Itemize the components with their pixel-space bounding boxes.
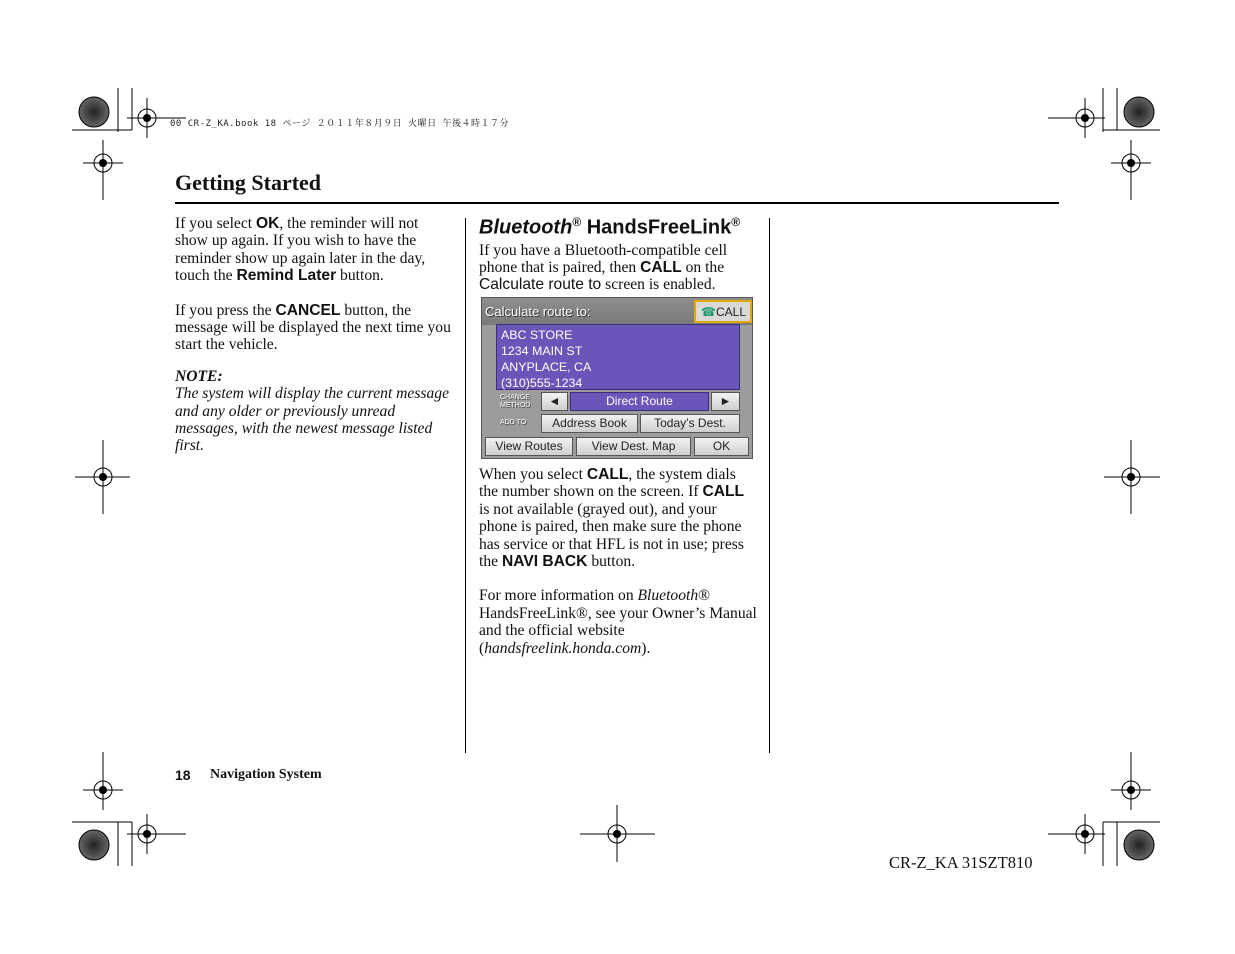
star-disc-tr <box>1124 97 1154 127</box>
paragraph-intro: If you have a Bluetooth-compatible cell phone that is paired, then CALL on the Calculate route to screen is enabled. <box>479 241 728 294</box>
view-routes-button[interactable]: View Routes <box>485 437 573 456</box>
crosshair-icon <box>127 814 167 854</box>
screen-name: Calculate route to <box>479 276 602 294</box>
address-line: 1234 MAIN ST <box>501 344 583 358</box>
footer-section: Navigation System <box>210 767 322 782</box>
address-book-button[interactable]: Address Book <box>541 414 638 433</box>
paragraph-cancel: If you press the CANCEL button, the message will be displayed the next time you start the vehicle. <box>175 301 451 354</box>
view-dest-map-button[interactable]: View Dest. Map <box>576 437 691 456</box>
crosshair-icon <box>127 98 167 138</box>
cancel-keyword: CANCEL <box>275 301 341 319</box>
prev-method-button[interactable]: ◄ <box>541 392 568 411</box>
crosshair-icon <box>1065 814 1105 854</box>
remind-later-keyword: Remind Later <box>236 267 337 285</box>
print-stamp: 00 CR-Z_KA.book 18 ページ ２０１１年８月９日 火曜日 午後４時１７分 <box>170 119 510 129</box>
phone-icon: ☎ <box>701 305 716 319</box>
destination-address <box>496 324 740 390</box>
star-disc-br <box>1124 830 1154 860</box>
title-rule <box>175 202 1059 204</box>
document-code: CR-Z_KA 31SZT810 <box>889 853 1033 872</box>
left-column <box>175 215 455 455</box>
ok-button[interactable]: OK <box>694 437 749 456</box>
crosshair-icon <box>1065 98 1105 138</box>
page-title: Getting Started <box>175 170 322 195</box>
note-text: The system will display the current message and any older or previously unread messages, with the newest message listed first. <box>175 385 450 455</box>
change-method-label: CHANGE METHOD <box>500 394 531 409</box>
address-line: ABC STORE <box>501 328 573 342</box>
call-keyword: CALL <box>640 259 682 277</box>
ok-keyword: OK <box>255 215 280 232</box>
section-heading: Bluetooth® HandsFreeLink® <box>479 215 741 239</box>
navi-back-keyword: NAVI BACK <box>501 552 588 570</box>
page-number: 18 <box>175 767 191 783</box>
star-disc-tl <box>79 97 109 127</box>
add-to-label: ADD TO <box>500 419 527 426</box>
calculate-route-screen <box>481 297 753 459</box>
column-divider <box>465 218 466 753</box>
column-divider <box>769 218 770 753</box>
todays-dest-button[interactable]: Today’s Dest. <box>640 414 740 433</box>
paragraph-call: When you select CALL, the system dials the number shown on the screen. If CALL is not available (grayed out), and your phone is paired, then make sure the phone has service or that HFL is not in use; press the NAVI BACK button. <box>479 465 745 570</box>
address-line: (310)555-1234 <box>501 376 583 390</box>
paragraph-more-info: For more information on Bluetooth® HandsFreeLink®, see your Owner’s Manual and the official website (handsfreelink.honda.com). <box>479 587 757 657</box>
call-button[interactable]: ☎ CALL <box>694 300 752 323</box>
address-line: ANYPLACE, CA <box>501 360 592 374</box>
route-method: Direct Route <box>570 392 709 411</box>
screen-title: Calculate route to: <box>485 304 591 319</box>
note-label: NOTE: <box>175 367 223 385</box>
website-link: handsfreelink.honda.com <box>484 639 642 657</box>
star-disc-bl <box>79 830 109 860</box>
next-method-button[interactable]: ► <box>711 392 740 411</box>
paragraph-reminder: If you select OK, the reminder will not show up again. If you wish to have the reminder show up again later in the day, touch the Remind Later button. <box>175 215 426 285</box>
